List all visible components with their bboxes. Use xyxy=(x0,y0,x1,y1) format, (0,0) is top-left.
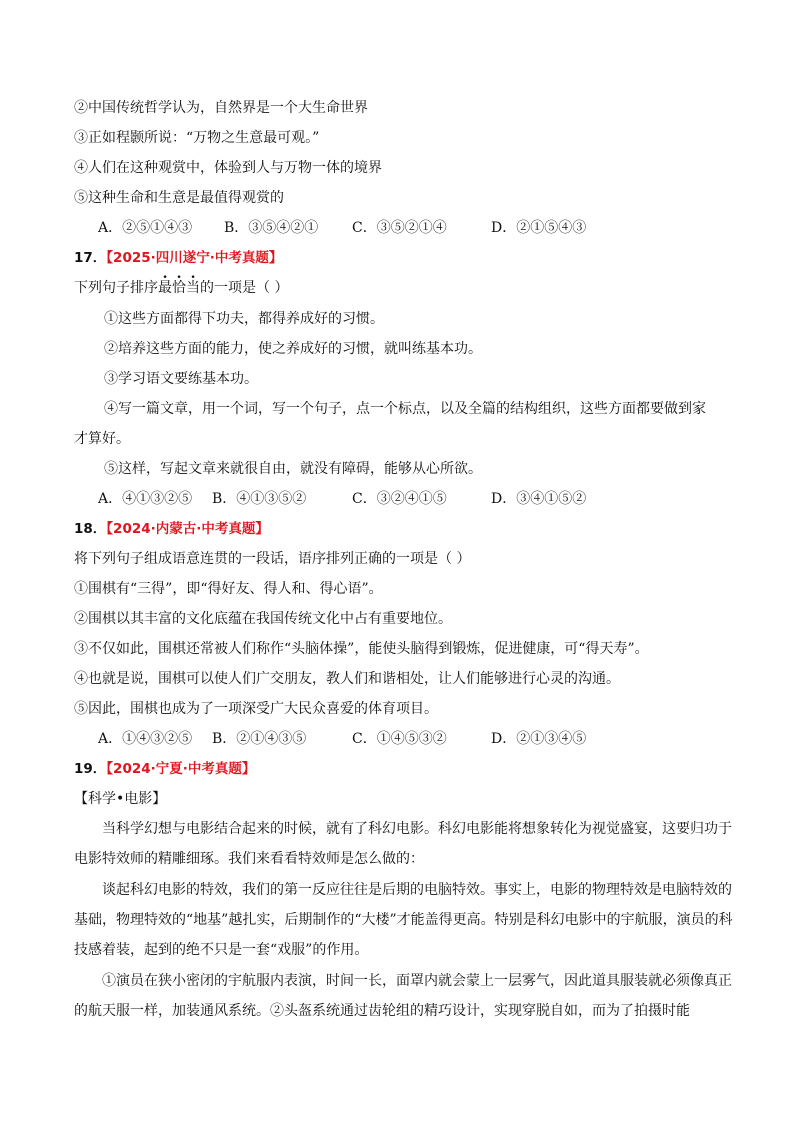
q19-heading xyxy=(74,759,255,779)
q16-option-a: A．②⑤①④③ xyxy=(98,220,193,236)
q17-option-a: A．④①③②⑤ xyxy=(98,491,193,507)
q16-option-d: D．②①⑤④③ xyxy=(491,220,587,236)
q18-heading xyxy=(74,519,269,539)
q17-item-5: ⑤这样，写起文章来就很自由，就没有障碍，能够从心所欲。 xyxy=(104,461,482,477)
q17-prompt-pre: 下列句子排序 xyxy=(74,280,158,296)
q17-item-4: ④写一篇文章，用一个词，写一个句子，点一个标点，以及全篇的结构组织，这些方面都要做到家 xyxy=(104,401,706,417)
q16-item-4: ④人们在这种观赏中，体验到人与万物一体的境界 xyxy=(74,160,382,176)
q17-source-tag: 【2025·四川遂宁·中考真题】 xyxy=(106,250,283,266)
q16-item-2: ②中国传统哲学认为，自然界是一个大生命世界 xyxy=(74,100,368,116)
q16-item-3: ③正如程颢所说：“万物之生意最可观。” xyxy=(74,130,320,146)
q18-option-b: B．②①④③⑤ xyxy=(212,731,307,747)
q18-option-c: C．①④⑤③② xyxy=(352,731,447,747)
q19-paragraph-2: 谈起科幻电影的特效，我们的第一反应往往是后期的电脑特效。事实上，电影的物理特效是电脑特效的基础，物理特效的“地基”越扎实，后期制作的“大楼”才能盖得更高。特别是科幻电影中的宇航服，演员的科技感着装，起到的绝不只是一套“戏服”的作用。 xyxy=(74,882,733,958)
q17-prompt-emph-3: 当 xyxy=(186,280,200,296)
q16-item-5: ⑤这种生命和生意是最值得观赏的 xyxy=(74,190,284,206)
q17-prompt xyxy=(74,278,288,298)
q17-item-2: ②培养这些方面的能力，使之养成好的习惯，就叫练基本功。 xyxy=(104,341,482,357)
q18-item-2: ②围棋以其丰富的文化底蕴在我国传统文化中占有重要地位。 xyxy=(74,611,452,627)
q18-item-5: ⑤因此，围棋也成为了一项深受广大民众喜爱的体育项目。 xyxy=(74,701,438,717)
q18-source-tag: 【2024·内蒙古·中考真题】 xyxy=(106,521,269,537)
q17-item-4-cont: 才算好。 xyxy=(74,431,130,447)
q19-section-title: 【科学•电影】 xyxy=(74,791,167,807)
q16-option-b: B．③⑤④②① xyxy=(224,220,319,236)
q18-number: 18． xyxy=(74,521,107,537)
q17-option-c: C．③②④①⑤ xyxy=(352,491,447,507)
q19-paragraph-3: ①演员在狭小密闭的宇航服内表演，时间一长，面罩内就会蒙上一层雾气，因此道具服装就必须像真正的航天服一样，加装通风系统。②头盔系统通过齿轮组的精巧设计，实现穿脱自如，而为了拍摄时能 xyxy=(74,973,732,1019)
q17-item-1: ①这些方面都得下功夫，都得养成好的习惯。 xyxy=(104,311,384,327)
q17-number: 17． xyxy=(74,250,107,266)
q17-prompt-emph-1: 最 xyxy=(158,280,172,296)
q17-option-b: B．④①③⑤② xyxy=(212,491,307,507)
q18-option-d: D．②①③④⑤ xyxy=(491,731,587,747)
q18-item-1: ①围棋有“三得”，即“得好友、得人和、得心语”。 xyxy=(74,581,383,597)
q18-item-4: ④也就是说，围棋可以使人们广交朋友，教人们和谐相处，让人们能够进行心灵的沟通。 xyxy=(74,671,620,687)
q19-paragraph-1: 当科学幻想与电影结合起来的时候，就有了科幻电影。科幻电影能将想象转化为视觉盛宴，这要归功于电影特效师的精雕细琢。我们来看看特效师是怎么做的： xyxy=(74,821,732,867)
q16-option-c: C．③⑤②①④ xyxy=(352,220,447,236)
q19-number: 19． xyxy=(74,761,107,777)
q19-source-tag: 【2024·宁夏·中考真题】 xyxy=(106,761,256,777)
q17-prompt-post: 的一项是（ ） xyxy=(200,280,289,296)
q17-item-3: ③学习语文要练基本功。 xyxy=(104,371,258,387)
q18-item-3: ③不仅如此，围棋还常被人们称作“头脑体操”，能使头脑得到锻炼，促进健康，可“得天寿”。 xyxy=(74,641,649,657)
q17-option-d: D．③④①⑤② xyxy=(491,491,587,507)
q18-option-a: A．①④③②⑤ xyxy=(98,731,193,747)
q18-prompt: 将下列句子组成语意连贯的一段话，语序排列正确的一项是（ ） xyxy=(74,551,471,567)
q17-prompt-emph-2: 恰 xyxy=(172,280,186,296)
